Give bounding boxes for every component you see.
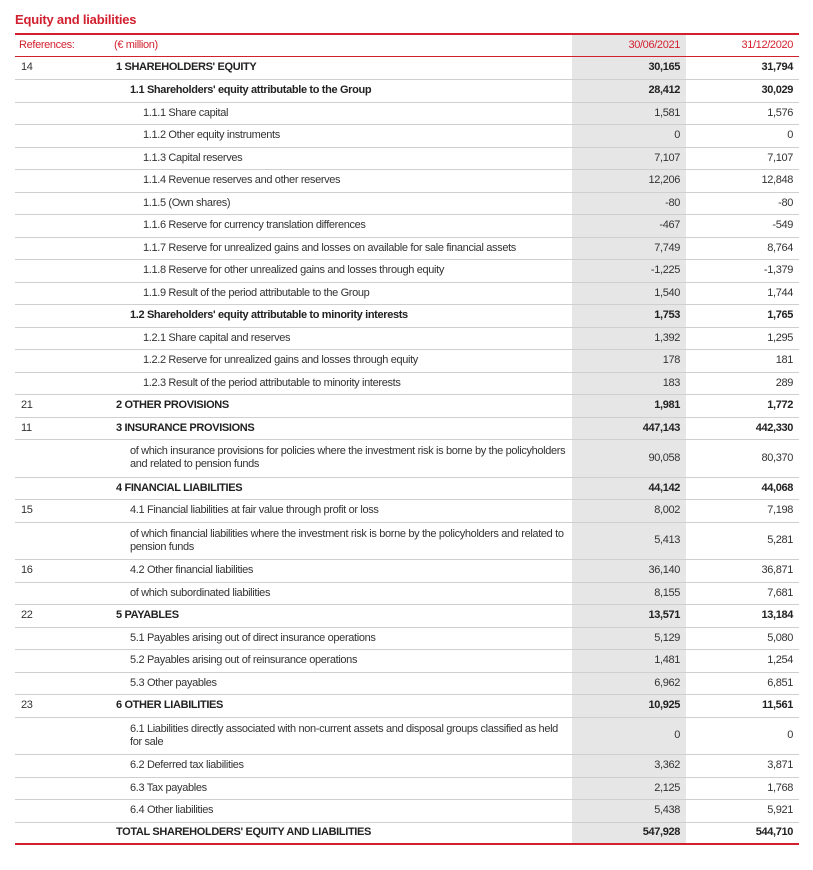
value-30-06-2021: 7,107 [572, 147, 686, 169]
table-row [15, 394, 799, 417]
table-row [15, 192, 799, 214]
table-row [15, 799, 799, 822]
table-row [15, 214, 799, 237]
row-label: 4.1 Financial liabilities at fair value through profit or loss [130, 504, 379, 516]
value-30-06-2021: 178 [572, 349, 686, 372]
value-31-12-2020: 30,029 [761, 84, 793, 96]
value-30-06-2021: -467 [572, 214, 686, 237]
value-31-12-2020: 5,281 [767, 534, 793, 546]
row-label: 1.1.5 (Own shares) [143, 196, 231, 209]
value-31-12-2020: 1,744 [767, 286, 793, 299]
row-reference [15, 799, 110, 822]
table-row [15, 694, 799, 717]
row-reference [15, 372, 110, 394]
header-col-2021: 30/06/2021 [572, 34, 686, 56]
value-31-12-2020: 1,576 [767, 106, 793, 119]
table-row [15, 259, 799, 282]
row-reference [15, 777, 110, 799]
value-30-06-2021: -80 [572, 192, 686, 214]
table-row [15, 147, 799, 169]
value-31-12-2020: 7,681 [767, 586, 793, 599]
table-row [15, 79, 799, 102]
table-row [15, 124, 799, 147]
table-row [15, 237, 799, 259]
table-header-row [15, 34, 799, 56]
value-30-06-2021: 12,206 [572, 169, 686, 192]
row-label: 1.1.8 Reserve for other unrealized gains and losses through equity [143, 264, 444, 276]
value-31-12-2020: 0 [787, 129, 793, 141]
value-31-12-2020: 1,254 [767, 654, 793, 666]
value-31-12-2020: 44,068 [761, 481, 793, 494]
row-label: 3 INSURANCE PROVISIONS [116, 421, 255, 434]
section-title: Equity and liabilities [15, 12, 137, 27]
row-label: 1 SHAREHOLDERS' EQUITY [116, 61, 257, 73]
value-30-06-2021: 1,540 [572, 282, 686, 304]
value-31-12-2020: 1,772 [767, 399, 793, 411]
row-label: 1.1.2 Other equity instruments [143, 129, 280, 141]
row-label: of which subordinated liabilities [130, 586, 271, 599]
value-31-12-2020: 1,765 [767, 309, 793, 321]
value-30-06-2021: 1,581 [572, 102, 686, 124]
table-row [15, 56, 799, 79]
value-31-12-2020: 7,198 [767, 504, 793, 516]
value-30-06-2021: 547,928 [572, 822, 686, 844]
row-label: of which financial liabilities where the investment risk is borne by the policyholders and related to pension funds [130, 527, 564, 553]
row-reference [15, 124, 110, 147]
row-label: 5.3 Other payables [130, 676, 217, 689]
value-31-12-2020: 6,851 [767, 676, 793, 689]
row-label: 1.1.9 Result of the period attributable to the Group [143, 286, 370, 299]
value-30-06-2021: 7,749 [572, 237, 686, 259]
row-reference [15, 237, 110, 259]
table-row [15, 327, 799, 349]
value-30-06-2021: 447,143 [572, 417, 686, 439]
row-label: 1.1.3 Capital reserves [143, 151, 243, 164]
table-row [15, 349, 799, 372]
header-unit: (€ million) [114, 39, 158, 52]
row-label: 5.2 Payables arising out of reinsurance operations [130, 654, 358, 666]
value-31-12-2020: -1,379 [763, 264, 793, 276]
row-label: 6.1 Liabilities directly associated with non-current assets and disposal groups classified as held for sale [130, 722, 558, 748]
value-30-06-2021: 36,140 [572, 559, 686, 582]
table-row [15, 439, 799, 477]
row-reference [15, 754, 110, 777]
value-31-12-2020: 5,921 [767, 804, 793, 816]
row-label: 5.1 Payables arising out of direct insurance operations [130, 631, 376, 644]
row-label: 1.2.2 Reserve for unrealized gains and losses through equity [143, 354, 418, 366]
value-30-06-2021: 8,002 [572, 499, 686, 522]
table-row [15, 649, 799, 672]
table-row [15, 522, 799, 559]
value-30-06-2021: 1,981 [572, 394, 686, 417]
value-30-06-2021: 1,481 [572, 649, 686, 672]
row-label: 6 OTHER LIABILITIES [116, 699, 224, 711]
row-reference [15, 282, 110, 304]
table-row [15, 627, 799, 649]
row-reference [15, 477, 110, 499]
value-31-12-2020: 8,764 [767, 241, 793, 254]
row-label: 1.1.1 Share capital [143, 106, 229, 119]
row-reference: 22 [21, 609, 33, 621]
row-label: 1.2.3 Result of the period attributable to minority interests [143, 376, 401, 389]
row-reference [15, 439, 110, 477]
value-30-06-2021: 30,165 [572, 56, 686, 79]
table-row [15, 777, 799, 799]
value-31-12-2020: 31,794 [761, 61, 793, 73]
value-30-06-2021: 2,125 [572, 777, 686, 799]
value-31-12-2020: 13,184 [761, 609, 793, 621]
row-label: 6.3 Tax payables [130, 781, 207, 794]
row-reference [15, 672, 110, 694]
table-row [15, 604, 799, 627]
value-30-06-2021: 28,412 [572, 79, 686, 102]
value-30-06-2021: 1,753 [572, 304, 686, 327]
value-30-06-2021: -1,225 [572, 259, 686, 282]
row-label: 1.2.1 Share capital and reserves [143, 331, 291, 344]
value-30-06-2021: 10,925 [572, 694, 686, 717]
row-label: 4 FINANCIAL LIABILITIES [116, 481, 243, 494]
value-30-06-2021: 44,142 [572, 477, 686, 499]
value-30-06-2021: 0 [572, 124, 686, 147]
table-row [15, 559, 799, 582]
row-reference: 15 [21, 504, 33, 516]
row-reference: 16 [21, 564, 33, 576]
row-reference [15, 79, 110, 102]
table-row [15, 282, 799, 304]
row-label: 5 PAYABLES [116, 609, 179, 621]
value-31-12-2020: 544,710 [755, 826, 793, 839]
value-30-06-2021: 5,438 [572, 799, 686, 822]
row-reference [15, 627, 110, 649]
row-label: 1.1 Shareholders' equity attributable to the Group [130, 84, 372, 96]
row-reference [15, 822, 110, 844]
value-31-12-2020: 0 [787, 729, 793, 741]
value-30-06-2021: 90,058 [572, 439, 686, 477]
row-reference [15, 304, 110, 327]
table-row [15, 499, 799, 522]
value-31-12-2020: 181 [775, 354, 793, 366]
value-31-12-2020: 80,370 [761, 451, 793, 464]
table-row [15, 372, 799, 394]
value-31-12-2020: 1,768 [767, 781, 793, 794]
table-row [15, 169, 799, 192]
row-reference [15, 169, 110, 192]
value-30-06-2021: 13,571 [572, 604, 686, 627]
value-30-06-2021: 5,129 [572, 627, 686, 649]
value-31-12-2020: 442,330 [755, 421, 793, 434]
row-reference [15, 102, 110, 124]
row-label: 1.1.6 Reserve for currency translation differences [143, 219, 366, 231]
table-row [15, 417, 799, 439]
row-label: 6.2 Deferred tax liabilities [130, 759, 244, 771]
value-30-06-2021: 0 [572, 717, 686, 754]
row-label: 4.2 Other financial liabilities [130, 564, 254, 576]
row-label: 1.2 Shareholders' equity attributable to minority interests [130, 309, 408, 321]
table-row [15, 672, 799, 694]
value-30-06-2021: 1,392 [572, 327, 686, 349]
row-reference: 14 [21, 61, 33, 73]
value-31-12-2020: 289 [775, 376, 793, 389]
row-label: 2 OTHER PROVISIONS [116, 399, 229, 411]
row-label: TOTAL SHAREHOLDERS' EQUITY AND LIABILITIES [116, 826, 371, 839]
value-30-06-2021: 3,362 [572, 754, 686, 777]
value-31-12-2020: -80 [778, 196, 793, 209]
header-references: References: [19, 39, 75, 52]
table-row [15, 582, 799, 604]
table-row [15, 822, 799, 844]
value-31-12-2020: -549 [772, 219, 793, 231]
row-reference [15, 717, 110, 754]
equity-liabilities-table [15, 33, 799, 845]
row-reference [15, 259, 110, 282]
value-31-12-2020: 5,080 [767, 631, 793, 644]
row-label: 1.1.4 Revenue reserves and other reserves [143, 174, 341, 186]
row-label: of which insurance provisions for policies where the investment risk is borne by the policyholders and related to pension funds [130, 445, 566, 470]
value-30-06-2021: 183 [572, 372, 686, 394]
value-31-12-2020: 7,107 [767, 151, 793, 164]
value-31-12-2020: 11,561 [762, 699, 793, 711]
value-30-06-2021: 6,962 [572, 672, 686, 694]
value-31-12-2020: 1,295 [767, 331, 793, 344]
table-row [15, 304, 799, 327]
table-row [15, 717, 799, 754]
row-reference [15, 582, 110, 604]
row-reference: 21 [21, 399, 33, 411]
row-reference: 23 [21, 699, 33, 711]
row-reference [15, 192, 110, 214]
value-31-12-2020: 3,871 [767, 759, 793, 771]
row-reference [15, 649, 110, 672]
row-reference [15, 349, 110, 372]
table-row [15, 754, 799, 777]
value-30-06-2021: 5,413 [572, 522, 686, 559]
row-reference: 11 [21, 421, 32, 434]
row-reference [15, 147, 110, 169]
row-reference [15, 214, 110, 237]
table-row [15, 477, 799, 499]
value-31-12-2020: 36,871 [761, 564, 793, 576]
value-30-06-2021: 8,155 [572, 582, 686, 604]
value-31-12-2020: 12,848 [761, 174, 793, 186]
row-label: 1.1.7 Reserve for unrealized gains and losses on available for sale financial assets [143, 241, 516, 254]
row-reference [15, 522, 110, 559]
row-reference [15, 327, 110, 349]
table-row [15, 102, 799, 124]
table-body [15, 56, 799, 844]
header-col-2020: 31/12/2020 [741, 39, 793, 52]
row-label: 6.4 Other liabilities [130, 804, 214, 816]
